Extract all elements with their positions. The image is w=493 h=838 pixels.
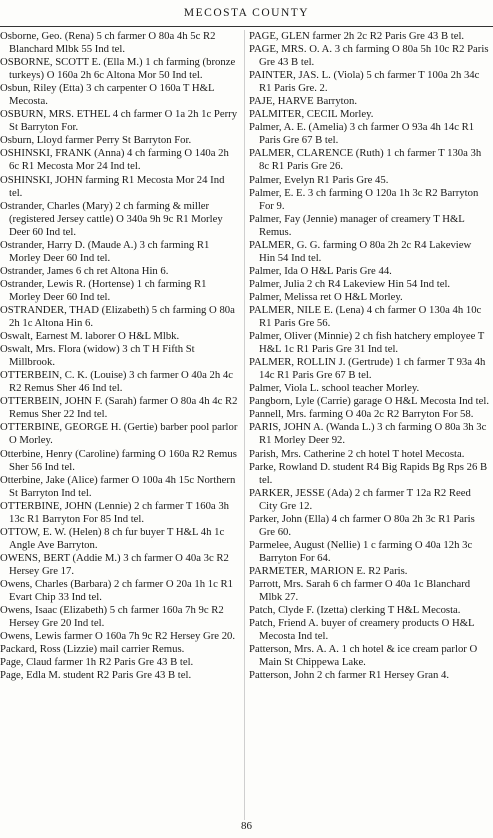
directory-entry: Osburn, Lloyd farmer Perry St Barryton For. xyxy=(0,134,192,147)
directory-entry: PARKER, JESSE (Ada) 2 ch farmer T 12a R2 Reed City Gre 12. xyxy=(249,486,471,512)
directory-entry: Palmer, Fay (Jennie) manager of creamery T H&L Remus. xyxy=(249,212,465,238)
directory-entry: Palmer, E. E. 3 ch farming O 120a 1h 3c R2 Barryton For 9. xyxy=(249,186,479,212)
directory-entry: Page, Claud farmer 1h R2 Paris Gre 43 B tel. xyxy=(0,656,194,669)
directory-entry: Otterbine, Henry (Caroline) farming O 160a R2 Remus Sher 56 Ind tel. xyxy=(0,447,237,473)
directory-entry: Owens, Isaac (Elizabeth) 5 ch farmer 160a 7h 9c R2 Hersey Gre 20 Ind tel. xyxy=(0,604,224,630)
directory-entry: Ostrander, Charles (Mary) 2 ch farming & miller (registered Jersey cattle) O 340a 9h 9c R1 Morley Deer 60 Ind tel. xyxy=(0,199,223,238)
directory-entry: Owens, Charles (Barbara) 2 ch farmer O 20a 1h 1c R1 Evart Chip 33 Ind tel. xyxy=(0,577,233,604)
directory-entry: OTTERBINE, GEORGE H. (Gertie) barber pool parlor O Morley. xyxy=(0,421,238,447)
directory-entry: OWENS, BERT (Addie M.) 3 ch farmer O 40a 3c R2 Hersey Gre 17. xyxy=(0,551,229,577)
directory-entry: PALMER, G. G. farming O 80a 2h 2c R4 Lakeview Hin 54 Ind tel. xyxy=(249,238,472,264)
directory-entry: Palmer, Viola L. school teacher Morley. xyxy=(249,382,420,395)
directory-entry: PALMER, NILE E. (Lena) 4 ch farmer O 130a 4h 10c R1 Paris Gre 56. xyxy=(249,303,482,330)
directory-entry: Parke, Rowland D. student R4 Big Rapids Bg Rps 26 B tel. xyxy=(249,460,488,486)
directory-entry: Palmer, Evelyn R1 Paris Gre 45. xyxy=(249,173,389,186)
directory-entry: PAINTER, JAS. L. (Viola) 5 ch farmer T 100a 2h 34c R1 Paris Gre. 2. xyxy=(249,69,480,95)
directory-entry: OTTERBEIN, JOHN F. (Sarah) farmer O 80a 4h 4c R2 Remus Sher 22 Ind tel. xyxy=(0,395,238,421)
directory-entry: Palmer, A. E. (Amelia) 3 ch farmer O 93a 4h 14c R1 Paris Gre 67 B tel. xyxy=(249,121,475,147)
directory-entry: Palmer, Oliver (Minnie) 2 ch fish hatchery employee T H&L 1c R1 Paris Gre 31 Ind tel. xyxy=(249,330,485,356)
directory-entry: Osbun, Riley (Etta) 3 ch carpenter O 160a T H&L Mecosta. xyxy=(0,82,215,108)
directory-entry: Pannell, Mrs. farming O 40a 2c R2 Barryton For 58. xyxy=(249,408,474,421)
directory-entry: Parker, John (Ella) 4 ch farmer O 80a 2h 3c R1 Paris Gre 60. xyxy=(249,512,475,538)
directory-entry: PALMER, CLARENCE (Ruth) 1 ch farmer T 130a 3h 8c R1 Paris Gre 26. xyxy=(249,147,482,173)
left-column xyxy=(0,30,238,820)
directory-entry: OSTRANDER, THAD (Elizabeth) 5 ch farming O 80a 2h 1c Altona Hin 6. xyxy=(0,303,235,330)
directory-entry: OSHINSKI, FRANK (Anna) 4 ch farming O 140a 2h 6c R1 Mecosta Mor 24 Ind tel. xyxy=(0,147,229,173)
directory-entry: Palmer, Julia 2 ch R4 Lakeview Hin 54 Ind tel. xyxy=(249,277,451,290)
directory-entry: OSBORNE, SCOTT E. (Ella M.) 1 ch farming (bronze turkeys) O 160a 2h 6c Altona Mor 50 Ind tel. xyxy=(0,56,236,82)
directory-entry: OTTERBINE, JOHN (Lennie) 2 ch farmer T 160a 3h 13c R1 Barryton For 85 Ind tel. xyxy=(0,499,230,525)
right-column xyxy=(249,30,489,820)
directory-entry: PALMER, ROLLIN J. (Gertrude) 1 ch farmer T 93a 4h 14c R1 Paris Gre 67 B tel. xyxy=(249,356,486,382)
directory-entry: Page, Edla M. student R2 Paris Gre 43 B tel. xyxy=(0,669,192,682)
directory-entry: PARIS, JOHN A. (Wanda L.) 3 ch farming O 80a 3h 3c R1 Morley Deer 92. xyxy=(249,421,487,447)
directory-entry: Osborne, Geo. (Rena) 5 ch farmer O 80a 4h 5c R2 Blanchard Mlbk 55 Ind tel. xyxy=(0,30,216,56)
directory-entry: Palmer, Ida O H&L Paris Gre 44. xyxy=(249,264,392,277)
directory-entry: PAGE, MRS. O. A. 3 ch farming O 80a 5h 10c R2 Paris Gre 43 B tel. xyxy=(249,43,489,69)
directory-entry: PAJE, HARVE Barryton. xyxy=(249,95,358,108)
directory-entry: Patch, Friend A. buyer of creamery products O H&L Mecosta Ind tel. xyxy=(249,617,475,643)
directory-entry: Palmer, Melissa ret O H&L Morley. xyxy=(249,290,403,303)
directory-entry: OTTOW, E. W. (Helen) 8 ch fur buyer T H&L 4h 1c Angle Ave Barryton. xyxy=(0,525,225,551)
directory-entry: Ostrander, Lewis R. (Hortense) 1 ch farming R1 Morley Deer 60 Ind tel. xyxy=(0,277,207,303)
directory-entry: Packard, Ross (Lizzie) mail carrier Remus. xyxy=(0,643,185,656)
directory-entry: Oswalt, Earnest M. laborer O H&L Mlbk. xyxy=(0,330,180,343)
directory-entry: Parmelee, August (Nellie) 1 c farming O 40a 12h 3c Barryton For 64. xyxy=(249,538,473,564)
directory-entry: Patterson, John 2 ch farmer R1 Hersey Gran 4. xyxy=(249,669,450,682)
directory-entry: PALMITER, CECIL Morley. xyxy=(249,108,374,121)
directory-entry: OTTERBEIN, C. K. (Louise) 3 ch farmer O 40a 2h 4c R2 Remus Sher 46 Ind tel. xyxy=(0,369,233,395)
directory-entry: Parrott, Mrs. Sarah 6 ch farmer O 40a 1c Blanchard Mlbk 27. xyxy=(249,577,471,604)
directory-entry: Ostrander, James 6 ch ret Altona Hin 6. xyxy=(0,264,169,277)
directory-entry: Owens, Lewis farmer O 160a 7h 9c R2 Hersey Gre 20. xyxy=(0,630,236,643)
page-number: 86 xyxy=(241,820,252,832)
directory-entry: Otterbine, Jake (Alice) farmer O 100a 4h 15c Northern St Barryton Ind tel. xyxy=(0,473,236,499)
directory-entry: OSHINSKI, JOHN farming R1 Mecosta Mor 24 Ind tel. xyxy=(0,173,225,199)
directory-entry: Ostrander, Harry D. (Maude A.) 3 ch farming R1 Morley Deer 60 Ind tel. xyxy=(0,238,210,264)
directory-entry: Parish, Mrs. Catherine 2 ch hotel T hotel Mecosta. xyxy=(249,447,465,460)
directory-entry: Oswalt, Mrs. Flora (widow) 3 ch T H Fifth St Millbrook. xyxy=(0,343,195,369)
column-divider xyxy=(244,30,245,820)
directory-entry: PAGE, GLEN farmer 2h 2c R2 Paris Gre 43 B tel. xyxy=(249,30,465,42)
header-rule xyxy=(0,26,493,27)
page-title: MECOSTA COUNTY xyxy=(183,7,310,19)
directory-entry: Patterson, Mrs. A. A. 1 ch hotel & ice cream parlor O Main St Chippewa Lake. xyxy=(249,643,478,669)
directory-entry: Pangborn, Lyle (Carrie) garage O H&L Mecosta Ind tel. xyxy=(249,395,489,408)
directory-entry: OSBURN, MRS. ETHEL 4 ch farmer O 1a 2h 1c Perry St Barryton For. xyxy=(0,108,238,134)
directory-entry: PARMETER, MARION E. R2 Paris. xyxy=(249,564,408,577)
directory-entry: Patch, Clyde F. (Izetta) clerking T H&L Mecosta. xyxy=(249,604,461,617)
